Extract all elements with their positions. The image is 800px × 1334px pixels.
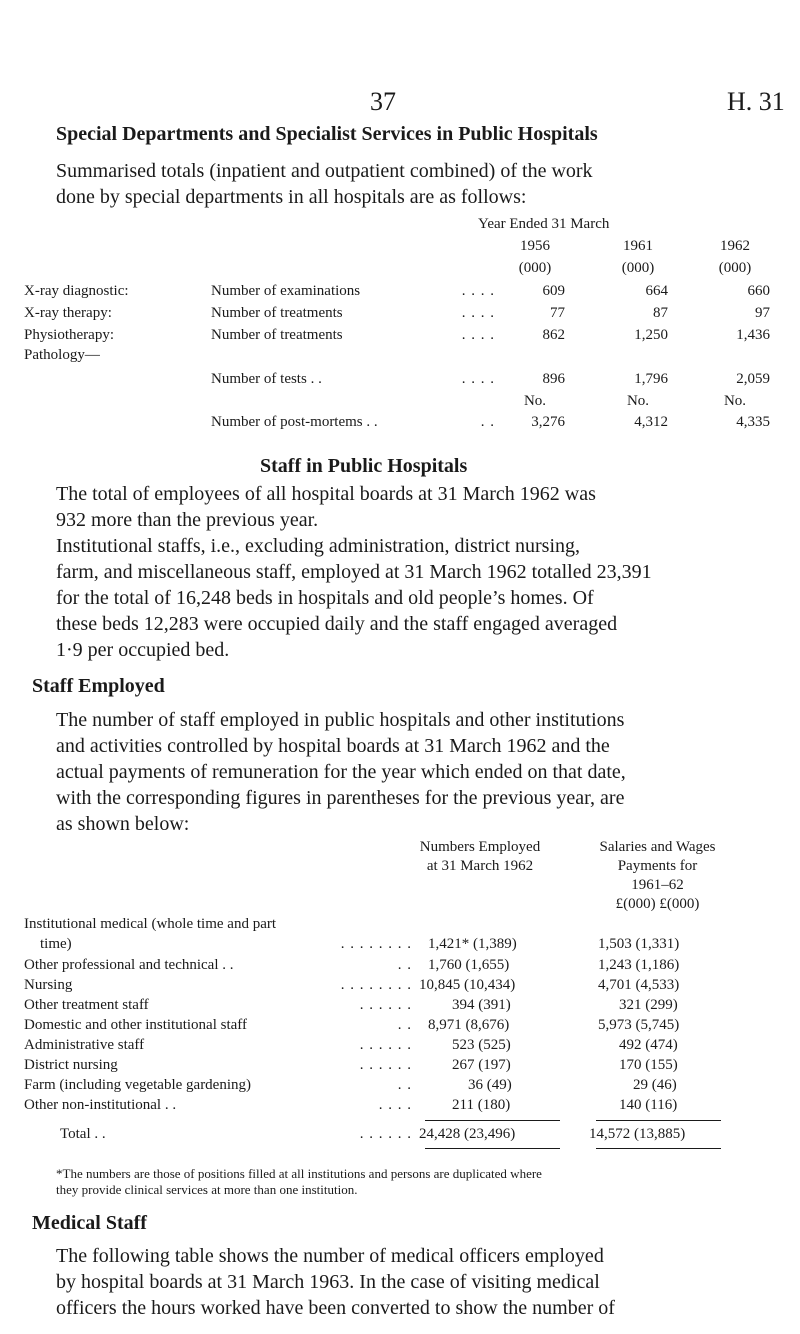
footnote-line: *The numbers are those of positions filled at all institutions and persons are duplicated where bbox=[56, 1166, 542, 1181]
dept-label: X-ray diagnostic: bbox=[24, 283, 129, 299]
payment-value: 29 (46) bbox=[633, 1077, 677, 1093]
paragraph-line: with the corresponding figures in parentheses for the previous year, are bbox=[56, 787, 625, 809]
staff-category-label: Institutional medical (whole time and part bbox=[24, 916, 277, 932]
employed-value: 267 (197) bbox=[452, 1057, 511, 1073]
dept-label: Pathology— bbox=[24, 347, 100, 363]
dept-label: X-ray therapy: bbox=[24, 305, 112, 321]
value-cell: 664 bbox=[645, 283, 668, 299]
col-header-payments bbox=[560, 838, 755, 914]
staff-paragraph-1 bbox=[56, 481, 776, 533]
paragraph-line: as shown below: bbox=[56, 813, 190, 835]
table-group-header: Year Ended 31 March bbox=[478, 216, 610, 232]
unit-header: (000) bbox=[518, 260, 552, 276]
paragraph-line: The total of employees of all hospital boards at 31 March 1962 was bbox=[56, 483, 596, 505]
measure-label: Number of post-mortems . . bbox=[211, 414, 378, 430]
paragraph-line: actual payments of remuneration for the year which ended on that date, bbox=[56, 761, 626, 783]
leader-dots: . . bbox=[480, 414, 495, 430]
staff-category-label: Other professional and technical . . bbox=[24, 957, 234, 973]
header-line: 1961–62 bbox=[631, 877, 684, 893]
leader-dots: . . . . . . bbox=[359, 1057, 412, 1073]
paragraph-line: for the total of 16,248 beds in hospitals and old people’s homes. Of bbox=[56, 587, 594, 609]
medical-staff-paragraph bbox=[56, 1243, 786, 1321]
employed-value: 523 (525) bbox=[452, 1037, 511, 1053]
value-cell: 1,436 bbox=[736, 327, 770, 343]
paragraph-line: by hospital boards at 31 March 1963. In the case of visiting medical bbox=[56, 1271, 600, 1293]
employed-value: 211 (180) bbox=[452, 1097, 511, 1113]
value-cell: 4,312 bbox=[634, 414, 668, 430]
header-line: at 31 March 1962 bbox=[426, 858, 534, 874]
employed-value: 36 (49) bbox=[468, 1077, 512, 1093]
value-cell: 1,796 bbox=[634, 371, 668, 387]
leader-dots: . . . . bbox=[461, 283, 495, 299]
measure-label: Number of treatments bbox=[211, 327, 343, 343]
staff-category-label: Nursing bbox=[24, 977, 73, 993]
header-line: Salaries and Wages bbox=[599, 839, 716, 855]
measure-label: Number of treatments bbox=[211, 305, 343, 321]
unit-header: (000) bbox=[621, 260, 655, 276]
value-cell: 77 bbox=[550, 305, 565, 321]
value-cell: 1,250 bbox=[634, 327, 668, 343]
employed-value: 1,421* (1,389) bbox=[428, 936, 517, 952]
document-code: H. 31 bbox=[727, 87, 785, 116]
staff-category-label: District nursing bbox=[24, 1057, 118, 1073]
leader-dots: . . bbox=[397, 1077, 412, 1093]
unit-header-no: No. bbox=[626, 393, 650, 409]
dept-label: Physiotherapy: bbox=[24, 327, 114, 343]
leader-dots: . . . . . . . . bbox=[340, 936, 412, 952]
leader-dots: . . . . . . bbox=[359, 1037, 412, 1053]
payment-value: 4,701 (4,533) bbox=[598, 977, 680, 993]
staff-category-label: Domestic and other institutional staff bbox=[24, 1017, 248, 1033]
paragraph-line: and activities controlled by hospital boards at 31 March 1962 and the bbox=[56, 735, 610, 757]
paragraph-line: The number of staff employed in public hospitals and other institutions bbox=[56, 709, 625, 731]
payment-value: 1,503 (1,331) bbox=[598, 936, 680, 952]
total-rule bbox=[425, 1148, 560, 1149]
leader-dots: . . . . . . bbox=[359, 1126, 412, 1142]
paragraph-line: The following table shows the number of medical officers employed bbox=[56, 1245, 604, 1267]
staff-paragraph-2 bbox=[56, 533, 776, 663]
section-title-staff-public-hospitals: Staff in Public Hospitals bbox=[260, 455, 468, 477]
payment-value: 321 (299) bbox=[619, 997, 678, 1013]
value-cell: 97 bbox=[755, 305, 770, 321]
leader-dots: . . . . . . bbox=[359, 997, 412, 1013]
leader-dots: . . bbox=[397, 957, 412, 973]
col-header-employed bbox=[400, 838, 560, 876]
unit-header-no: No. bbox=[723, 393, 747, 409]
leader-dots: . . . . bbox=[461, 327, 495, 343]
footnote-line: they provide clinical services at more than one institution. bbox=[56, 1182, 358, 1197]
header-line: Payments for bbox=[617, 858, 698, 874]
leader-dots: . . . . bbox=[378, 1097, 412, 1113]
employed-value: 8,971 (8,676) bbox=[428, 1017, 510, 1033]
value-cell: 3,276 bbox=[531, 414, 565, 430]
paragraph-line: Summarised totals (inpatient and outpatient combined) of the work bbox=[56, 160, 593, 182]
unit-header: (000) bbox=[718, 260, 752, 276]
leader-dots: . . . . bbox=[461, 305, 495, 321]
employed-value: 1,760 (1,655) bbox=[428, 957, 510, 973]
section-title-medical-staff: Medical Staff bbox=[32, 1212, 147, 1234]
section-title-staff-employed: Staff Employed bbox=[32, 675, 165, 697]
paragraph-line: 932 more than the previous year. bbox=[56, 509, 319, 531]
paragraph-line: officers the hours worked have been converted to show the number of bbox=[56, 1297, 615, 1319]
value-cell: 609 bbox=[542, 283, 565, 299]
total-rule bbox=[596, 1120, 721, 1121]
value-cell: 896 bbox=[542, 371, 565, 387]
footnote bbox=[56, 1166, 786, 1198]
leader-dots: . . . . bbox=[461, 371, 495, 387]
staff-category-label: Administrative staff bbox=[24, 1037, 145, 1053]
header-line: Numbers Employed bbox=[419, 839, 541, 855]
staff-category-label: Farm (including vegetable gardening) bbox=[24, 1077, 252, 1093]
payment-value: 492 (474) bbox=[619, 1037, 678, 1053]
measure-label: Number of examinations bbox=[211, 283, 361, 299]
total-employed-value: 24,428 (23,496) bbox=[419, 1126, 516, 1142]
payment-value: 140 (116) bbox=[619, 1097, 678, 1113]
header-line: £(000) £(000) bbox=[615, 896, 700, 912]
employed-value: 394 (391) bbox=[452, 997, 511, 1013]
value-cell: 862 bbox=[542, 327, 565, 343]
paragraph-line: farm, and miscellaneous staff, employed at 31 March 1962 totalled 23,391 bbox=[56, 561, 652, 583]
total-payment-value: 14,572 (13,885) bbox=[589, 1126, 686, 1142]
total-label: Total . . bbox=[60, 1126, 106, 1142]
measure-label: Number of tests . . bbox=[211, 371, 322, 387]
staff-employed-paragraph bbox=[56, 707, 786, 837]
year-header: 1962 bbox=[720, 238, 750, 254]
leader-dots: . . . . . . . . bbox=[340, 977, 412, 993]
page-number: 37 bbox=[370, 87, 396, 116]
payment-value: 5,973 (5,745) bbox=[598, 1017, 680, 1033]
payment-value: 1,243 (1,186) bbox=[598, 957, 680, 973]
year-header: 1961 bbox=[623, 238, 653, 254]
staff-category-label: Other non-institutional . . bbox=[24, 1097, 177, 1113]
unit-header-no: No. bbox=[523, 393, 547, 409]
intro-paragraph bbox=[56, 158, 776, 210]
staff-category-label: Other treatment staff bbox=[24, 997, 149, 1013]
payment-value: 170 (155) bbox=[619, 1057, 678, 1073]
paragraph-line: Institutional staffs, i.e., excluding administration, district nursing, bbox=[56, 535, 581, 557]
year-header: 1956 bbox=[520, 238, 550, 254]
value-cell: 660 bbox=[747, 283, 770, 299]
staff-category-label: time) bbox=[40, 936, 72, 952]
paragraph-line: these beds 12,283 were occupied daily and the staff engaged averaged bbox=[56, 613, 618, 635]
paragraph-line: 1·9 per occupied bed. bbox=[56, 639, 230, 661]
value-cell: 2,059 bbox=[736, 371, 770, 387]
total-rule bbox=[425, 1120, 560, 1121]
value-cell: 87 bbox=[653, 305, 668, 321]
total-rule bbox=[596, 1148, 721, 1149]
employed-value: 10,845 (10,434) bbox=[419, 977, 516, 993]
section-title-special-departments: Special Departments and Specialist Services in Public Hospitals bbox=[56, 123, 598, 145]
leader-dots: . . bbox=[397, 1017, 412, 1033]
paragraph-line: done by special departments in all hospitals are as follows: bbox=[56, 186, 527, 208]
value-cell: 4,335 bbox=[736, 414, 770, 430]
